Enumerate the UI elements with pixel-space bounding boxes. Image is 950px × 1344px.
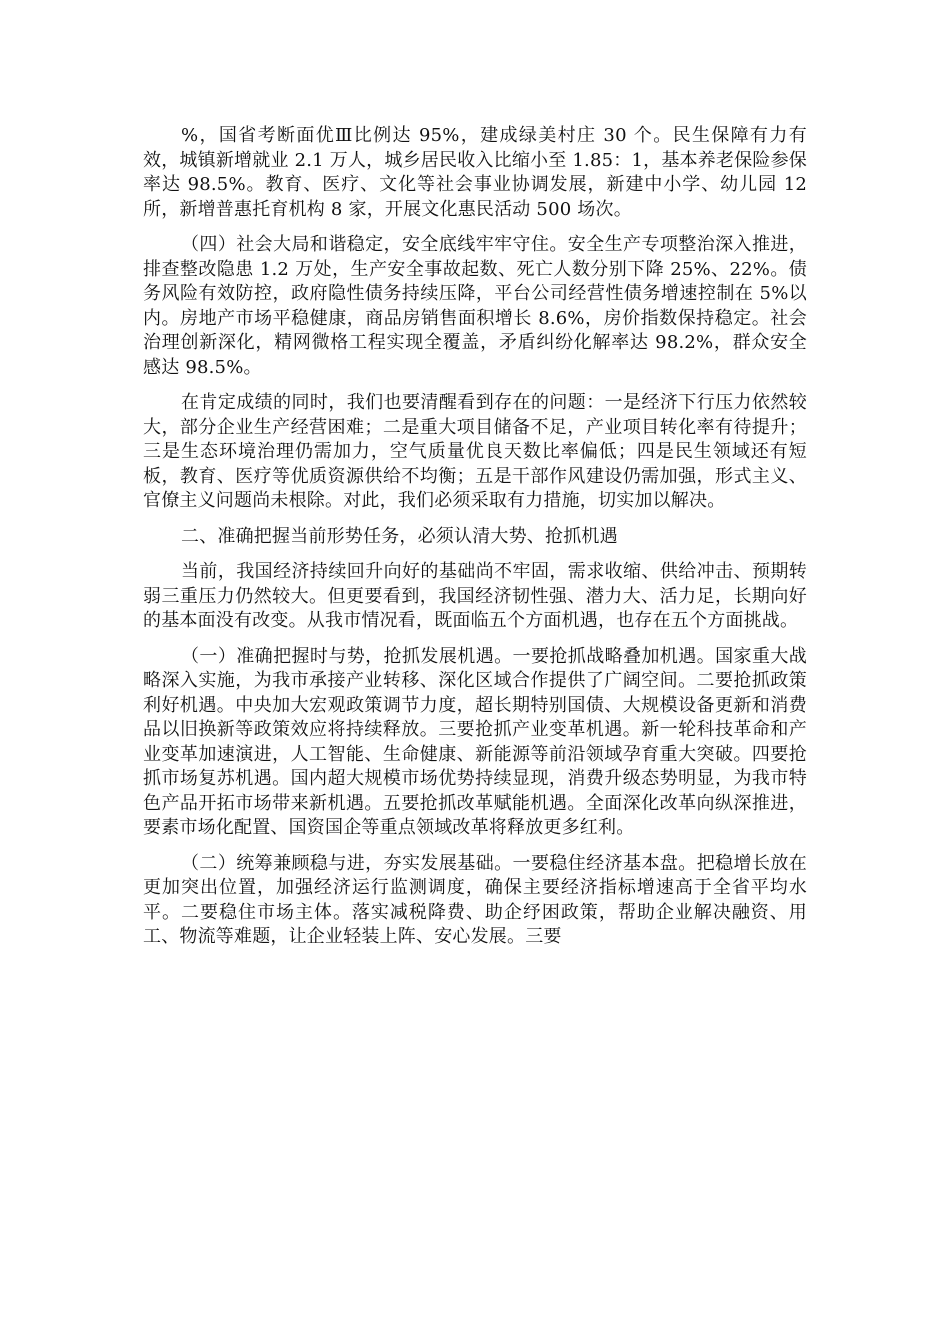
paragraph-stability-progress: （二）统筹兼顾稳与进，夯实发展基础。一要稳住经济基本盘。把稳增长放在更加突出位置，加强经济运行监测调度，确保主要经济指标增速高于全省平均水平。二要稳住市场主体。落实减税降费、助企纾困政策，帮助企业解决融资、用工、物流等难题，让企业轻装上阵、安心发展。三要 bbox=[143, 852, 807, 947]
paragraph-problems: 在肯定成绩的同时，我们也要清醒看到存在的问题：一是经济下行压力依然较大，部分企业生产经营困难；二是重大项目储备不足，产业项目转化率有待提升；三是生态环境治理仍需加力，空气质量优良天数比率偏低；四是民生领域还有短板，教育、医疗等优质资源供给不均衡；五是干部作风建设仍需加强，形式主义、官僚主义问题尚未根除。对此，我们必须采取有力措施，切实加以解决。 bbox=[143, 392, 807, 511]
paragraph-current-situation: 当前，我国经济持续回升向好的基础尚不牢固，需求收缩、供给冲击、预期转弱三重压力仍然较大。但更要看到，我国经济韧性强、潜力大、活力足，长期向好的基本面没有改变。从我市情况看，既面临五个方面机遇，也存在五个方面挑战。 bbox=[143, 561, 807, 631]
section-heading: 二、准确把握当前形势任务，必须认清大势、抢抓机遇 bbox=[181, 525, 618, 547]
paragraph-opportunities: （一）准确把握时与势，抢抓发展机遇。一要抢抓战略叠加机遇。国家重大战略深入实施，为我市承接产业转移、深化区域合作提供了广阔空间。二要抢抓政策利好机遇。中央加大宏观政策调节力度，超长期特别国债、大规模设备更新和消费品以旧换新等政策效应将持续释放。三要抢抓产业变革机遇。新一轮科技革命和产业变革加速演进，人工智能、生命健康、新能源等前沿领域孕育重大突破。四要抢抓市场复苏机遇。国内超大规模市场优势持续显现，消费升级态势明显，为我市特色产品开拓市场带来新机遇。五要抢抓改革赋能机遇。全面深化改革向纵深推进，要素市场化配置、国资国企等重点领域改革将释放更多红利。 bbox=[143, 645, 807, 838]
document-page bbox=[143, 124, 807, 961]
paragraph-social-stability: （四）社会大局和谐稳定，安全底线牢牢守住。安全生产专项整治深入推进，排查整改隐患 1.2 万处，生产安全事故起数、死亡人数分别下降 25%、22%。债务风险有效防控，政府隐性债务持续压降，平台公司经营性债务增速控制在 5%以内。房地产市场平稳健康，商品房销售面积增长 8.6%，房价指数保持稳定。社会治理创新深化，精网微格工程实现全覆盖，矛盾纠纷化解率达 98.2%，群众安全感达 98.5%。 bbox=[143, 234, 807, 378]
paragraph-livelihood: %，国省考断面优Ⅲ比例达 95%，建成绿美村庄 30 个。民生保障有力有效，城镇新增就业 2.1 万人，城乡居民收入比缩小至 1.85：1，基本养老保险参保率达 98.5%。教育、医疗、文化等社会事业协调发展，新建中小学、幼儿园 12 所，新增普惠托育机构 8 家，开展文化惠民活动 500 场次。 bbox=[143, 125, 807, 220]
